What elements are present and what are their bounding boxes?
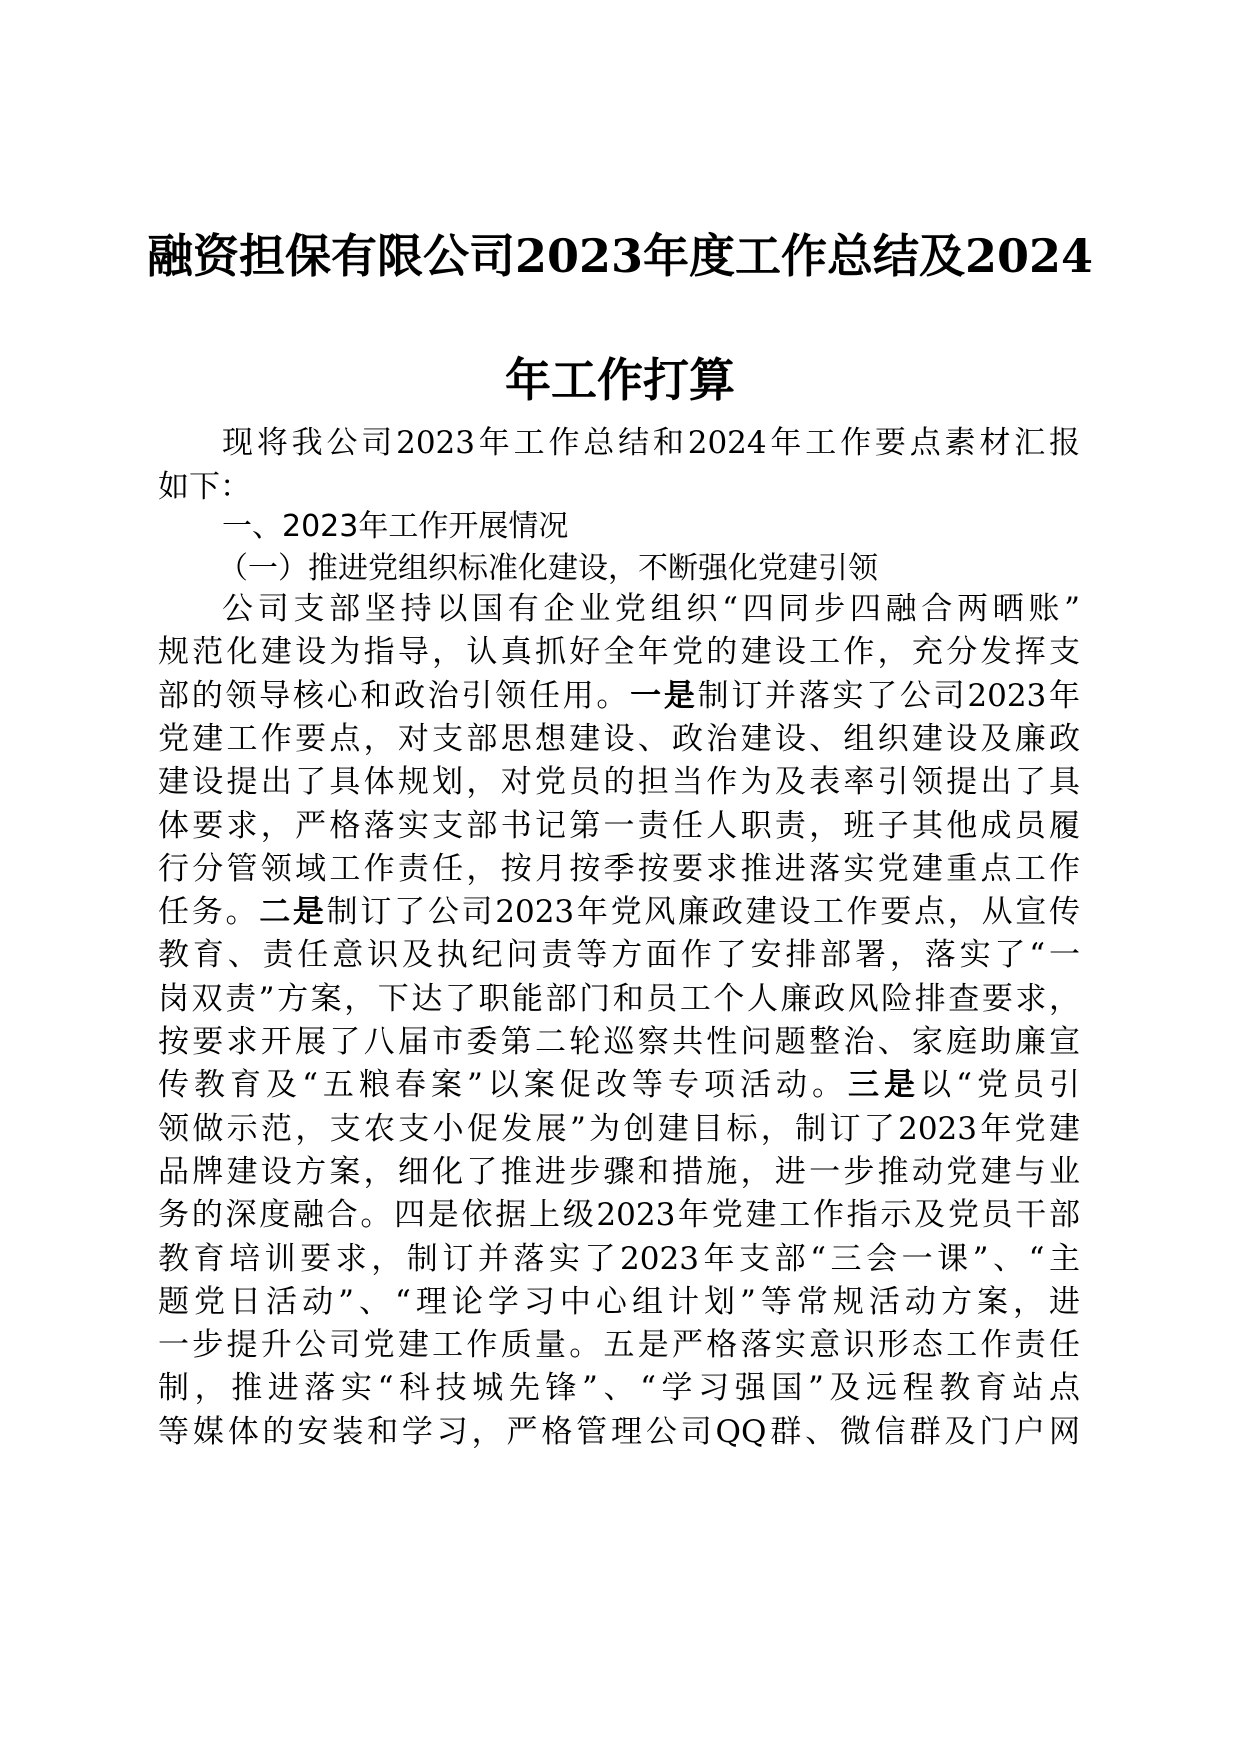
paragraph-text: 行分管领域工作责任，按月按季按要求推进落实党建重点工作: [158, 851, 1080, 887]
paragraph-line: [222, 588, 1080, 630]
section-heading: 一、2023年工作开展情况: [222, 509, 569, 544]
paragraph-text: 岗双责”方案，下达了职能部门和员工个人廉政风险排查要求，: [158, 981, 1080, 1017]
paragraph-text: 党建工作要点，对支部思想建设、政治建设、组织建设及廉政: [158, 721, 1080, 757]
paragraph-line: [158, 1324, 1080, 1366]
paragraph-text: 品牌建设方案，细化了推进步骤和措施，进一步推动党建与业: [158, 1154, 1080, 1190]
document-title-line-2: 年工作打算: [505, 353, 735, 407]
paragraph-text: 体要求，严格落实支部书记第一责任人职责，班子其他成员履: [158, 808, 1080, 844]
paragraph-line: [158, 1151, 1080, 1193]
subsection-heading: （一）推进党组织标准化建设，不断强化党建引领: [218, 551, 878, 586]
paragraph-text: 教育、责任意识及执纪问责等方面作了安排部署，落实了“一: [158, 937, 1080, 973]
emphasis-marker: 二是: [259, 894, 327, 930]
paragraph-text: 建设提出了具体规划，对党员的担当作为及表率引领提出了具: [158, 764, 1080, 800]
paragraph-line: [158, 631, 1080, 673]
paragraph-line: [158, 934, 1080, 976]
intro-line-1: 现将我公司2023年工作总结和2024年工作要点素材汇报: [222, 425, 1080, 461]
paragraph-text: 传教育及“五粮春案”以案促改等专项活动。: [158, 1067, 849, 1103]
emphasis-marker: 三是: [848, 1067, 921, 1103]
paragraph-text: 务的深度融合。四是依据上级2023年党建工作指示及党员干部: [158, 1197, 1080, 1233]
paragraph-text: 制订了公司2023年党风廉政建设工作要点，从宣传: [326, 894, 1081, 930]
paragraph-line: [158, 1021, 1080, 1063]
paragraph-text: 制，推进落实“科技城先锋”、“学习强国”及远程教育站点: [158, 1370, 1080, 1406]
paragraph-line: [158, 1194, 1080, 1236]
paragraph-text: 公司支部坚持以国有企业党组织“四同步四融合两晒账”: [222, 591, 1080, 627]
paragraph-text: 按要求开展了八届市委第二轮巡察共性问题整治、家庭助廉宣: [158, 1024, 1080, 1060]
document-title-line-1: 融资担保有限公司2023年度工作总结及2024: [146, 229, 1094, 283]
intro-line-2: 如下：: [158, 469, 251, 505]
paragraph-text: 任务。: [158, 894, 260, 930]
paragraph-text: 一步提升公司党建工作质量。五是严格落实意识形态工作责任: [158, 1327, 1080, 1363]
paragraph-line: [158, 805, 1080, 847]
paragraph-text: 题党日活动”、“理论学习中心组计划”等常规活动方案，进: [158, 1284, 1080, 1320]
paragraph-line: [158, 848, 1080, 890]
paragraph-line: [158, 1411, 1080, 1453]
paragraph-text: 领做示范，支农支小促发展”为创建目标，制订了2023年党建: [158, 1111, 1080, 1147]
paragraph-line: [158, 891, 1080, 933]
paragraph-line: [158, 1367, 1080, 1409]
paragraph-text: 等媒体的安装和学习，严格管理公司QQ群、微信群及门户网: [158, 1414, 1080, 1450]
paragraph-text: 部的领导核心和政治引领任用。: [158, 678, 631, 714]
paragraph-text: 制订并落实了公司2023年: [697, 678, 1080, 714]
paragraph-text: 以“党员引: [920, 1067, 1080, 1103]
paragraph-line: [158, 1108, 1080, 1150]
paragraph-line: [158, 1238, 1080, 1280]
paragraph-text: 教育培训要求，制订并落实了2023年支部“三会一课”、“主: [158, 1241, 1080, 1277]
emphasis-marker: 一是: [630, 678, 698, 714]
paragraph-line: [158, 1281, 1080, 1323]
paragraph-text: 规范化建设为指导，认真抓好全年党的建设工作，充分发挥支: [158, 634, 1080, 670]
paragraph-line: [158, 718, 1080, 760]
paragraph-line: [158, 675, 1080, 717]
paragraph-line: [158, 761, 1080, 803]
paragraph-line: [158, 978, 1080, 1020]
paragraph-line: [158, 1064, 1080, 1106]
